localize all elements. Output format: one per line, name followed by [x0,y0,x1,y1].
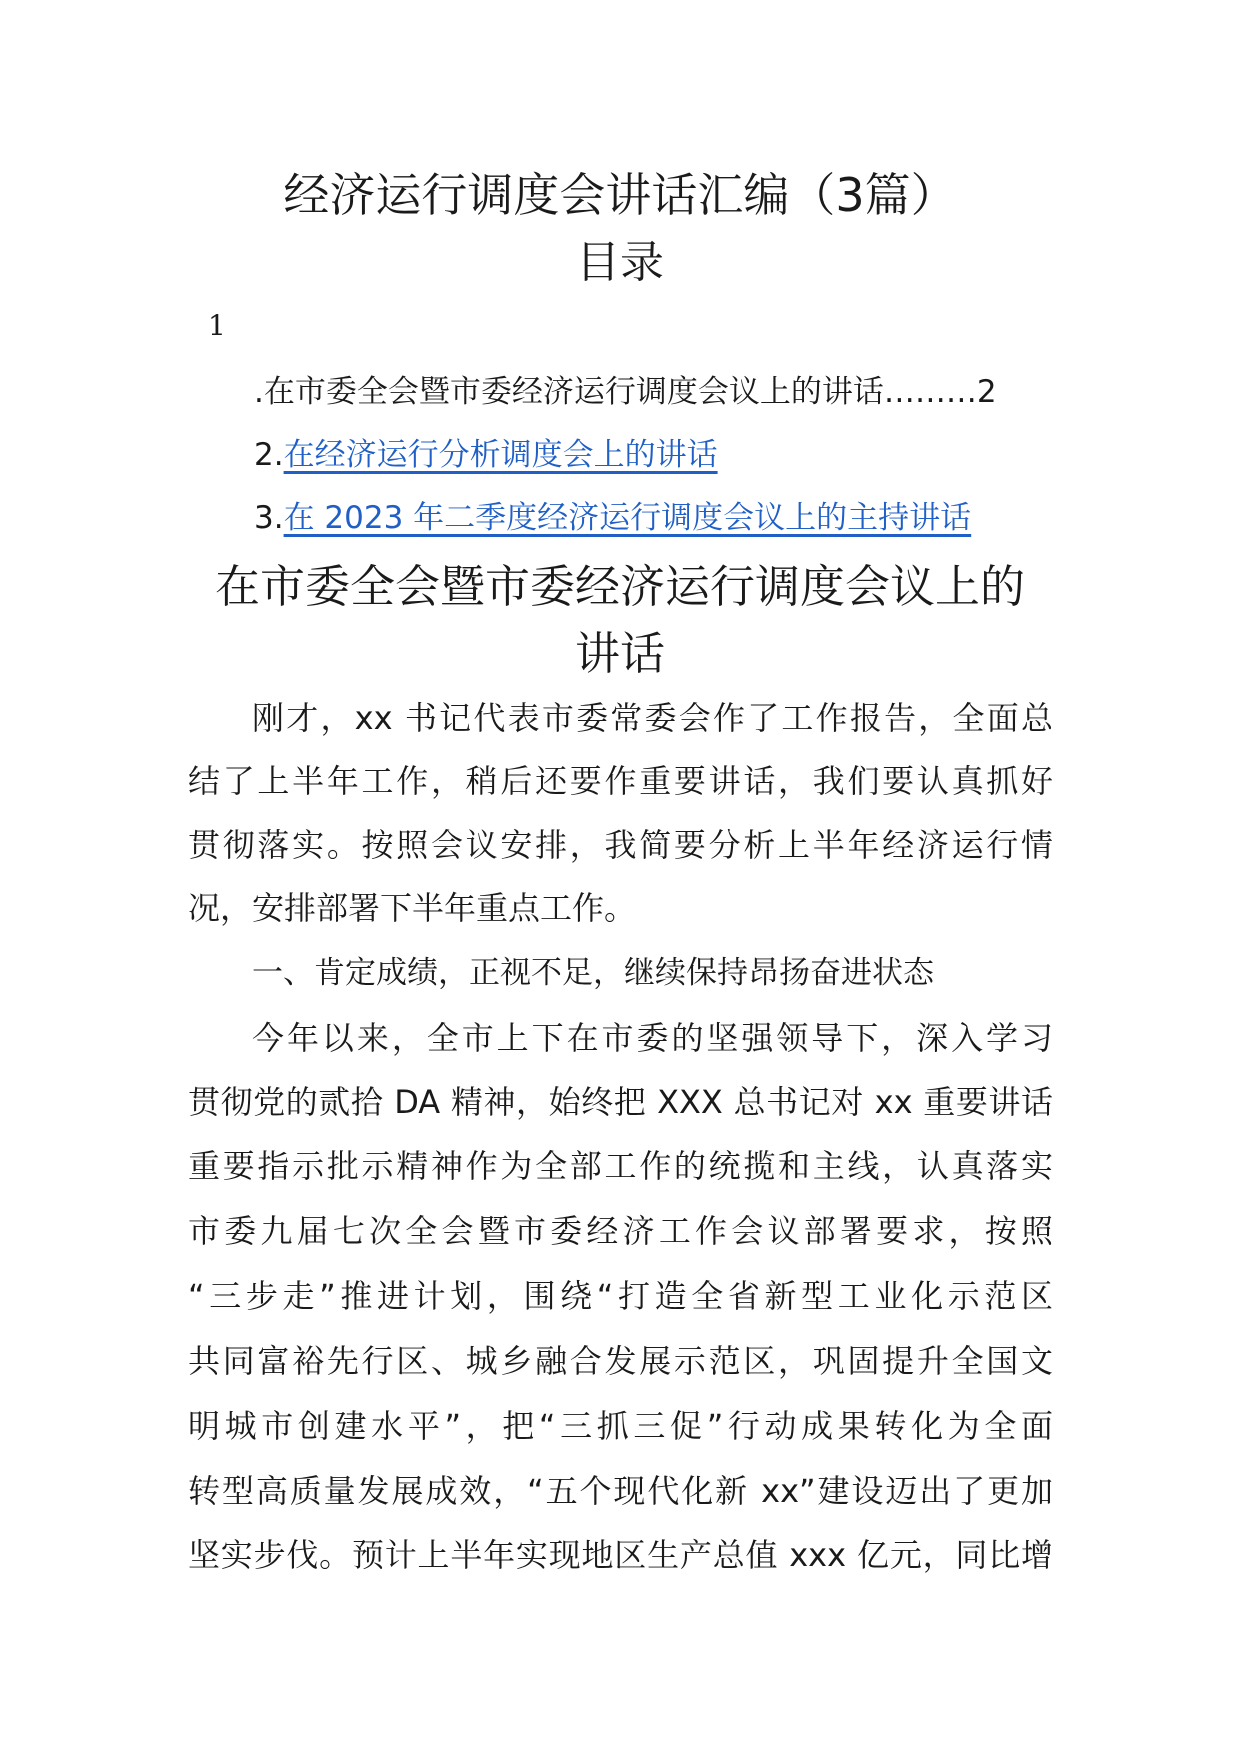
paragraph2-line1: 今年以来，全市上下在市委的坚强领导下，深入学习 [252,1019,1053,1057]
toc-item-1-text: .在市委全会暨市委经济运行调度会议上的讲话………2 [254,374,997,410]
toc-item-3-number: 3. [254,500,284,536]
paragraph2-line2: 贯彻党的贰拾 DA 精神，始终把 XXX 总书记对 xx 重要讲话 [188,1083,1053,1121]
paragraph2-line7: 明城市创建水平”，把“三抓三促”行动成果转化为全面 [188,1407,1053,1445]
toc-item-2 [254,430,718,480]
toc-item-2-link[interactable]: 在经济运行分析调度会上的讲话 [283,437,718,473]
paragraph2-line8: 转型高质量发展成效，“五个现代化新 xx”建设迈出了更加 [188,1472,1053,1510]
toc-heading: 目录 [576,237,664,288]
toc-item-2-number: 2. [254,437,284,473]
paragraph2-line9: 坚实步伐。预计上半年实现地区生产总值 xxx 亿元，同比增 [188,1536,1053,1574]
paragraph2-line3: 重要指示批示精神作为全部工作的统揽和主线，认真落实 [188,1147,1053,1185]
section-heading-1: 一、肯定成绩，正视不足，继续保持昂扬奋进状态 [252,955,934,991]
document-title: 经济运行调度会讲话汇编（3篇） [283,168,957,222]
paragraph1-line3: 贯彻落实。按照会议安排，我简要分析上半年经济运行情 [188,826,1053,864]
toc-item-1[interactable] [254,367,997,417]
paragraph2-line6: 共同富裕先行区、城乡融合发展示范区，巩固提升全国文 [188,1342,1053,1380]
paragraph1-line2: 结了上半年工作，稍后还要作重要讲话，我们要认真抓好 [188,762,1053,800]
paragraph1-line4: 况，安排部署下半年重点工作。 [188,889,637,927]
paragraph1-line1: 刚才，xx 书记代表市委常委会作了工作报告，全面总 [252,699,1053,737]
toc-item-3 [254,493,971,543]
section-title-line1: 在市委全会暨市委经济运行调度会议上的 [214,560,1025,613]
section-title-line2: 讲话 [574,627,665,680]
toc-item-3-link[interactable]: 在 2023 年二季度经济运行调度会议上的主持讲话 [283,500,972,536]
paragraph2-line4: 市委九届七次全会暨市委经济工作会议部署要求，按照 [188,1212,1053,1250]
paragraph2-line5: “三步走”推进计划，围绕“打造全省新型工业化示范区 [188,1277,1053,1315]
toc-stray-number: 1 [208,309,226,342]
